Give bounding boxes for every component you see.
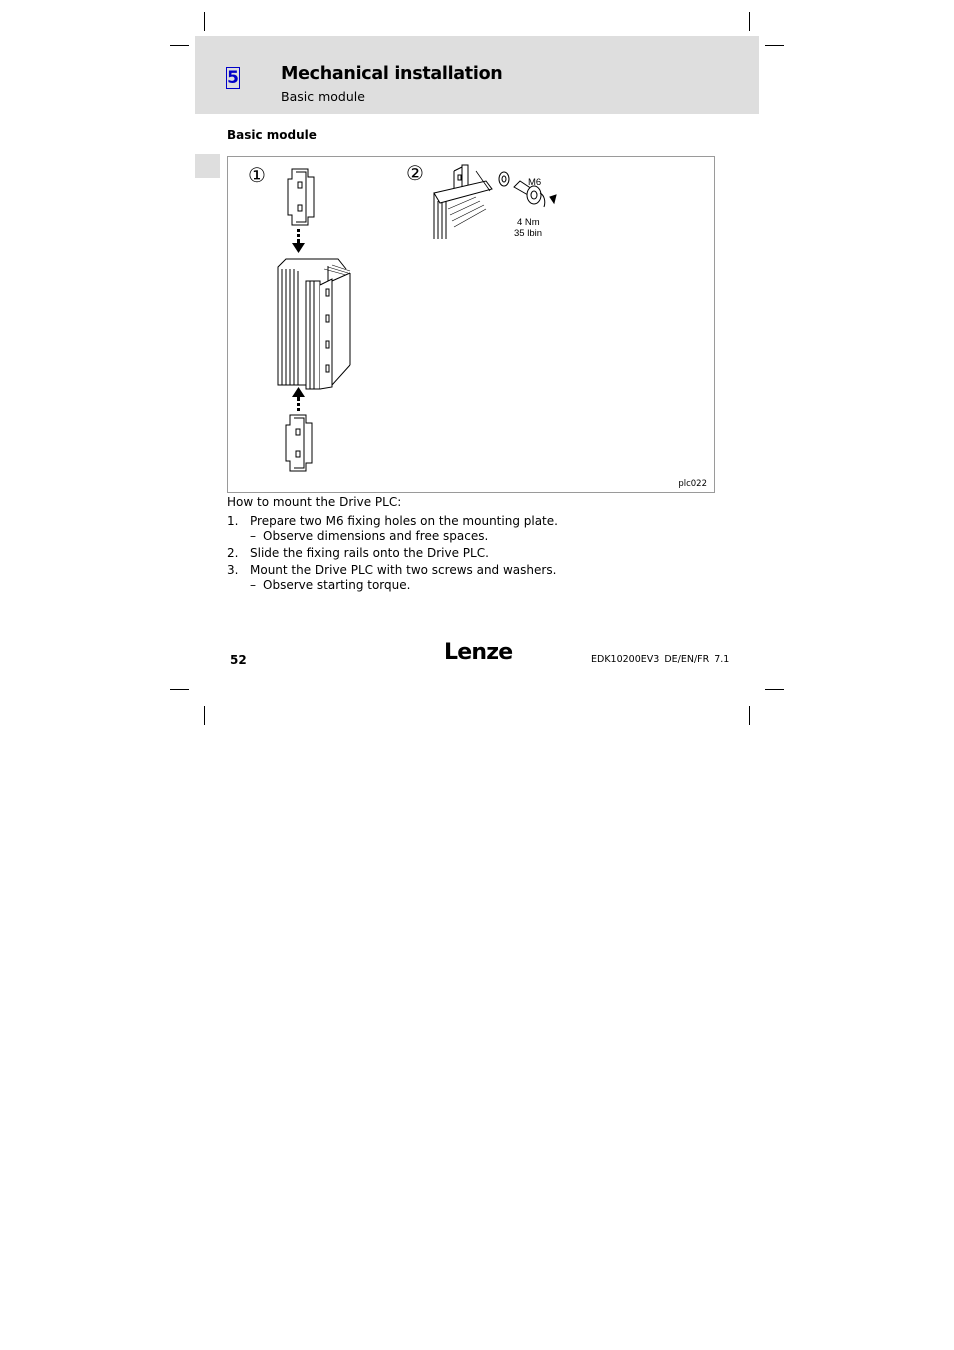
crop-mark xyxy=(765,689,784,690)
step1-marker: ① xyxy=(248,163,266,187)
step-number: 1. xyxy=(227,514,239,528)
crop-mark xyxy=(170,45,189,46)
side-tab xyxy=(195,154,220,178)
crop-mark xyxy=(765,45,784,46)
step-number: 2. xyxy=(227,546,239,560)
substep-dash: – xyxy=(250,529,256,543)
substep-dash: – xyxy=(250,578,256,592)
step-text: Mount the Drive PLC with two screws and washers. xyxy=(250,563,557,577)
step-number: 3. xyxy=(227,563,239,577)
document-code: EDK10200EV3 DE/EN/FR 7.1 xyxy=(591,654,730,665)
instruction-substep xyxy=(250,529,488,543)
chapter-title: Mechanical installation xyxy=(281,64,503,84)
crop-mark xyxy=(204,706,205,725)
substep-text: Observe dimensions and free spaces. xyxy=(263,529,489,543)
mounting-figure xyxy=(227,156,715,493)
top-fixing-rail xyxy=(288,169,314,225)
substep-text: Observe starting torque. xyxy=(263,578,411,592)
figure-id: plc022 xyxy=(678,479,707,489)
chapter-header xyxy=(195,36,759,114)
screw-size-label: M6 xyxy=(528,177,542,188)
mounting-illustration xyxy=(228,157,714,492)
chapter-number-link[interactable]: 5 xyxy=(227,68,239,88)
step-text: Prepare two M6 fixing holes on the mounting plate. xyxy=(250,514,558,528)
chapter-subtitle: Basic module xyxy=(281,89,365,104)
instruction-substep xyxy=(250,578,410,592)
torque-nm-label: 4 Nm xyxy=(517,217,540,228)
crop-mark xyxy=(204,12,205,31)
slide-down-arrow xyxy=(292,229,305,253)
bottom-fixing-rail xyxy=(286,415,312,471)
torque-lbin-label: 35 lbin xyxy=(514,228,542,239)
instructions-intro: How to mount the Drive PLC: xyxy=(227,495,402,509)
drive-plc-housing xyxy=(278,259,350,389)
crop-mark xyxy=(749,706,750,725)
slide-up-arrow xyxy=(292,387,305,411)
crop-mark xyxy=(749,12,750,31)
crop-mark xyxy=(170,689,189,690)
page-number: 52 xyxy=(230,653,247,667)
step2-marker: ② xyxy=(406,161,424,185)
section-heading: Basic module xyxy=(227,128,317,142)
step-text: Slide the fixing rails onto the Drive PLC. xyxy=(250,546,489,560)
lenze-logo: Lenze xyxy=(444,640,513,665)
